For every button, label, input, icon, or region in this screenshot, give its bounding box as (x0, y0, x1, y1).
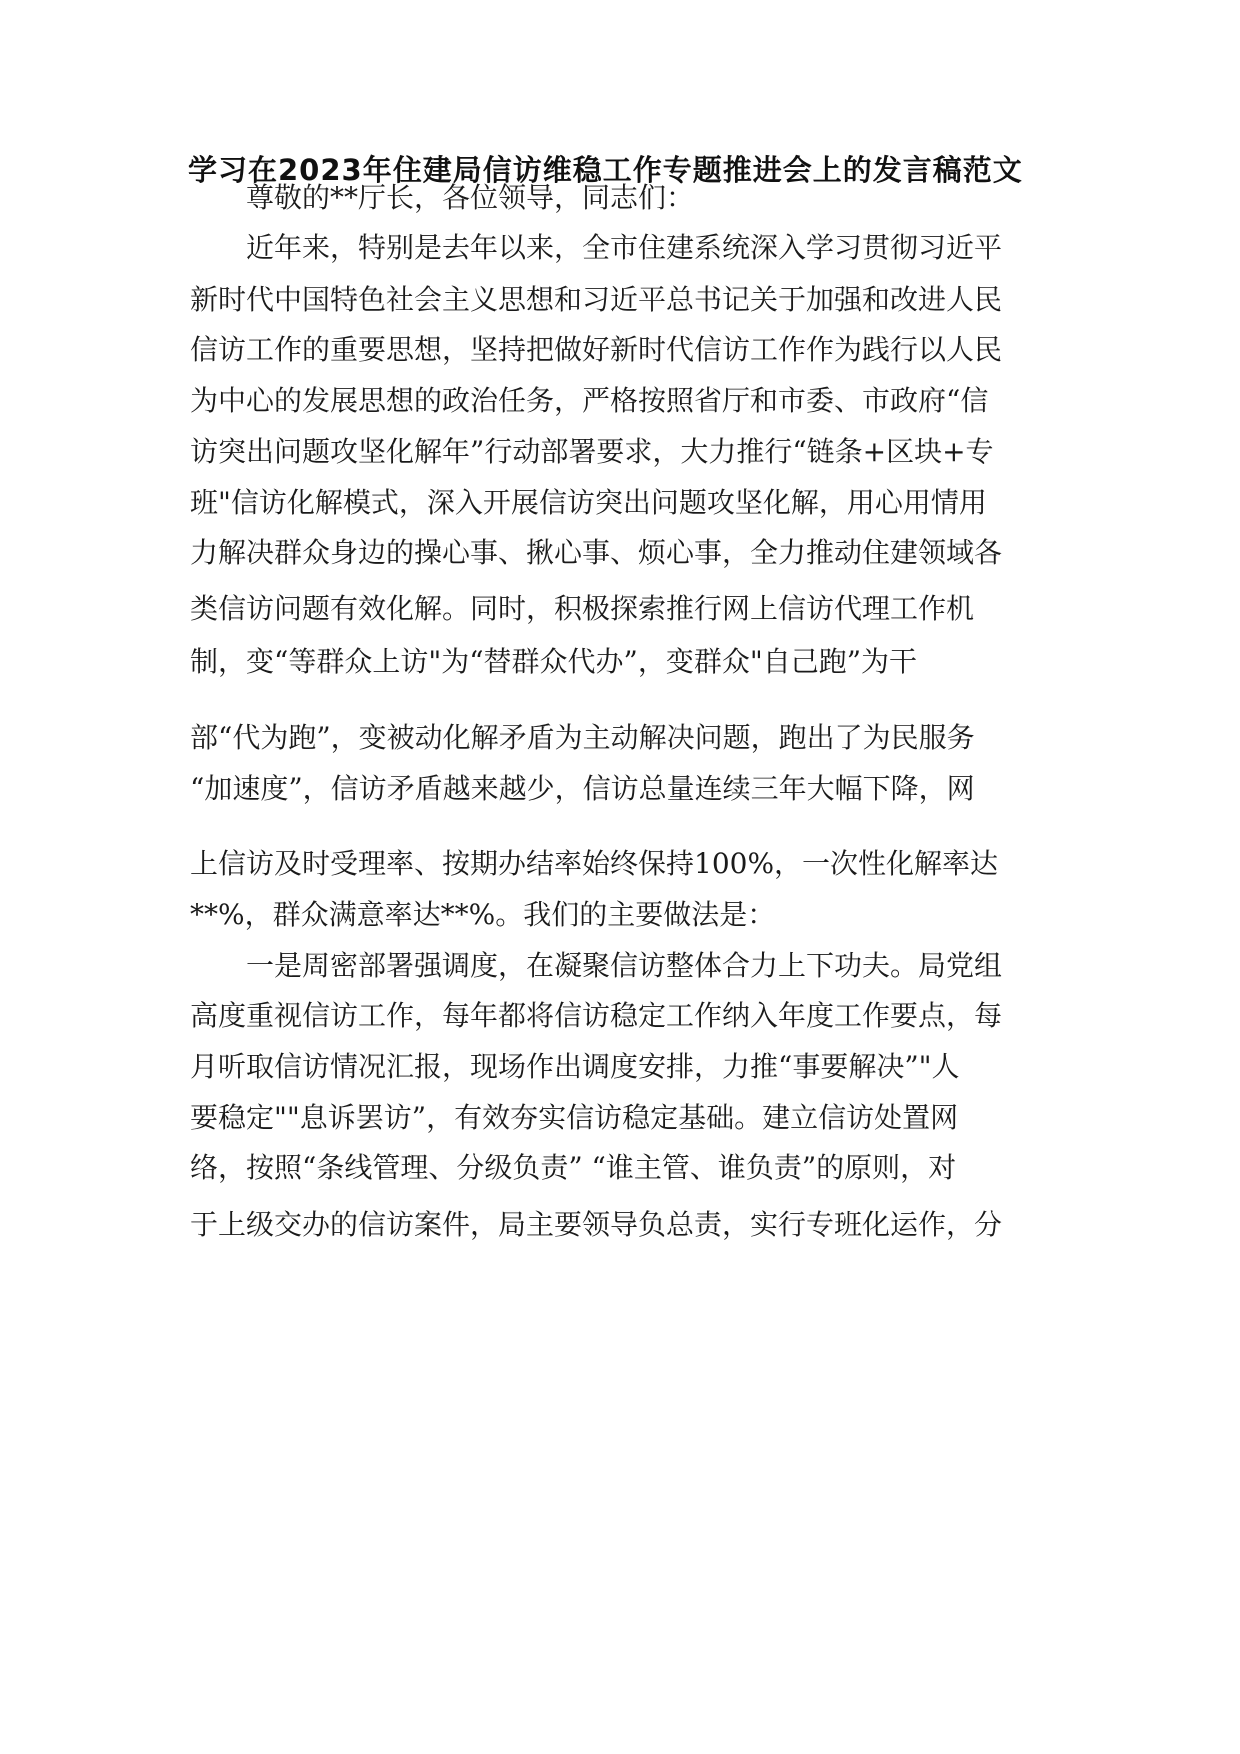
paragraph-line: **%，群众满意率达**%。我们的主要做法是： (190, 898, 776, 931)
paragraph-line: 上信访及时受理率、按期办结率始终保持100%，一次性化解率达 (190, 847, 999, 880)
paragraph-line: 于上级交办的信访案件，局主要领导负总责，实行专班化运作，分 (190, 1208, 1003, 1241)
paragraph-line: 近年来，特别是去年以来，全市住建系统深入学习贯彻习近平 (246, 231, 1003, 264)
paragraph-line: 类信访问题有效化解。同时，积极探索推行网上信访代理工作机 (190, 592, 975, 625)
paragraph-line: 高度重视信访工作，每年都将信访稳定工作纳入年度工作要点，每 (190, 999, 1003, 1032)
paragraph-line: 新时代中国特色社会主义思想和习近平总书记关于加强和改进人民 (190, 283, 1003, 316)
paragraph-line: 制，变“等群众上访"为“替群众代办”，变群众"自己跑”为干 (190, 645, 918, 678)
document-title: 学习在2023年住建局信访维稳工作专题推进会上的发言稿范文 (188, 153, 1023, 187)
paragraph-line: 访突出问题攻坚化解年”行动部署要求，大力推行“链条+区块+专 (190, 435, 994, 468)
paragraph-line: 为中心的发展思想的政治任务，严格按照省厅和市委、市政府“信 (190, 384, 989, 417)
paragraph-line: 要稳定""息诉罢访”，有效夯实信访稳定基础。建立信访处置网 (190, 1101, 959, 1134)
paragraph-line: 一是周密部署强调度，在凝聚信访整体合力上下功夫。局党组 (246, 949, 1003, 982)
paragraph-line: “加速度”，信访矛盾越来越少，信访总量连续三年大幅下降，网 (190, 772, 975, 805)
paragraph-line: 月听取信访情况汇报，现场作出调度安排，力推“事要解决”"人 (190, 1050, 960, 1083)
paragraph-line: 班"信访化解模式，深入开展信访突出问题攻坚化解，用心用情用 (190, 486, 987, 519)
paragraph-line: 络，按照“条线管理、分级负责” “谁主管、谁负责”的原则，对 (190, 1151, 957, 1184)
paragraph-line: 力解决群众身边的操心事、揪心事、烦心事，全力推动住建领域各 (190, 536, 1003, 569)
salutation-line: 尊敬的**厅长，各位领导，同志们： (246, 181, 695, 214)
paragraph-line: 部“代为跑”，变被动化解矛盾为主动解决问题，跑出了为民服务 (190, 721, 975, 754)
paragraph-line: 信访工作的重要思想，坚持把做好新时代信访工作作为践行以人民 (190, 333, 1003, 366)
